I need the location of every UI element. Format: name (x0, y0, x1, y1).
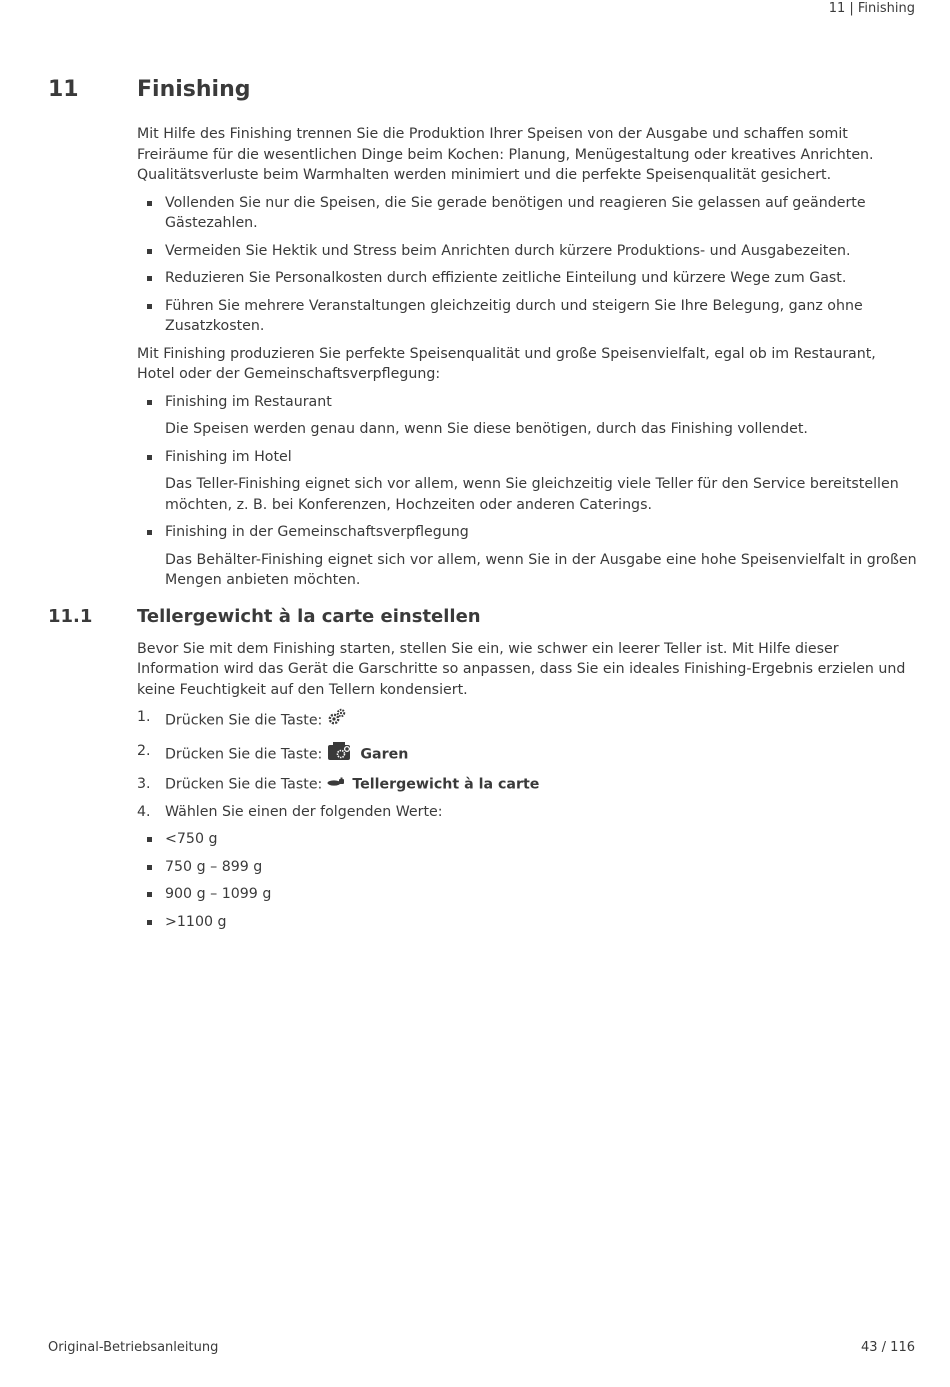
page-number: 43 / 116 (861, 1340, 915, 1355)
value-list (137, 829, 917, 932)
step-number: 2. (137, 742, 151, 759)
plate-weight-icon (327, 774, 345, 795)
usage-intro-paragraph: Mit Finishing produzieren Sie perfekte Speisenqualität und große Speisenvielfalt, egal ob im Restaurant, Hotel oder der Gemeinschaftsverpflegung: (137, 345, 876, 382)
usage-list (137, 522, 917, 543)
step-number: 3. (137, 776, 151, 792)
step-item (137, 774, 917, 795)
list-item: 750 g – 899 g (137, 857, 917, 878)
footer-document-title: Original-Betriebsanleitung (48, 1340, 219, 1355)
list-item: >1100 g (137, 912, 917, 933)
chapter-title: Finishing (137, 77, 251, 102)
usage-desc-gemeinschaft: Das Behälter-Finishing eignet sich vor allem, wenn Sie in der Ausgabe eine hohe Speisenvielfalt in großen Mengen anbieten möchten. (165, 551, 917, 588)
list-item: 900 g – 1099 g (137, 884, 917, 905)
step-number: 1. (137, 709, 151, 725)
usage-list (137, 447, 917, 468)
step-item (137, 741, 917, 768)
usage-desc-restaurant: Die Speisen werden genau dann, wenn Sie diese benötigen, durch das Finishing vollendet. (165, 421, 808, 437)
step-list (137, 707, 917, 822)
step-number: 4. (137, 803, 151, 820)
list-item: Reduzieren Sie Personalkosten durch effiziente zeitliche Einteilung und kürzere Wege zum Gast. (137, 268, 917, 289)
list-item: Vermeiden Sie Hektik und Stress beim Anrichten durch kürzere Produktions- und Ausgabezeiten. (137, 241, 917, 262)
step-text: Drücken Sie die Taste: (165, 745, 323, 762)
running-header: 11 | Finishing (828, 1, 915, 16)
intro-paragraph: Mit Hilfe des Finishing trennen Sie die Produktion Ihrer Speisen von der Ausgabe und schaffen somit Freiräume für die wesentlichen Dinge beim Kochen: Planung, Menügestaltung oder kreatives Anrichten. Qualitätsverluste beim Warmhalten werden minimiert und die perfekte Speisenqualität gesichert. (137, 126, 874, 183)
step-item (137, 707, 917, 734)
section-intro-paragraph: Bevor Sie mit dem Finishing starten, stellen Sie ein, wie schwer ein leerer Teller ist. Mit Hilfe dieser Information wird das Gerät die Garschritte so anpassen, dass Sie ein ideales Finishing-Ergebnis erzielen und keine Feuchtigkeit auf den Tellern kondensiert. (137, 640, 906, 698)
list-item-restaurant: Finishing im Restaurant (137, 392, 917, 413)
section-number: 11.1 (48, 605, 93, 627)
cooking-settings-icon (327, 741, 353, 768)
step-text: Wählen Sie einen der folgenden Werte: (165, 803, 443, 820)
section-title: Tellergewicht à la carte einstellen (137, 605, 481, 627)
page-body (48, 124, 917, 939)
list-item-hotel: Finishing im Hotel (137, 447, 917, 468)
step-text: Drücken Sie die Taste: (165, 776, 323, 793)
step-text: Drücken Sie die Taste: (165, 712, 323, 729)
step-key-label: Tellergewicht à la carte (352, 776, 540, 793)
usage-list (137, 392, 917, 413)
section-heading (48, 605, 917, 633)
settings-gears-icon (327, 707, 347, 734)
step-key-label: Garen (360, 745, 409, 762)
chapter-number: 11 (48, 77, 79, 102)
list-item: Führen Sie mehrere Veranstaltungen gleichzeitig durch und steigern Sie Ihre Belegung, ganz ohne Zusatzkosten. (137, 296, 917, 337)
list-item-gemeinschaft: Finishing in der Gemeinschaftsverpflegung (137, 522, 917, 543)
list-item: Vollenden Sie nur die Speisen, die Sie gerade benötigen und reagieren Sie gelassen auf geänderte Gästezahlen. (137, 193, 917, 234)
usage-desc-hotel: Das Teller-Finishing eignet sich vor allem, wenn Sie gleichzeitig viele Teller für den Service bereitstellen möchten, z. B. bei Konferenzen, Hochzeiten oder anderen Caterings. (165, 476, 899, 513)
step-item (137, 802, 917, 823)
list-item: <750 g (137, 829, 917, 850)
benefit-list (137, 193, 917, 337)
